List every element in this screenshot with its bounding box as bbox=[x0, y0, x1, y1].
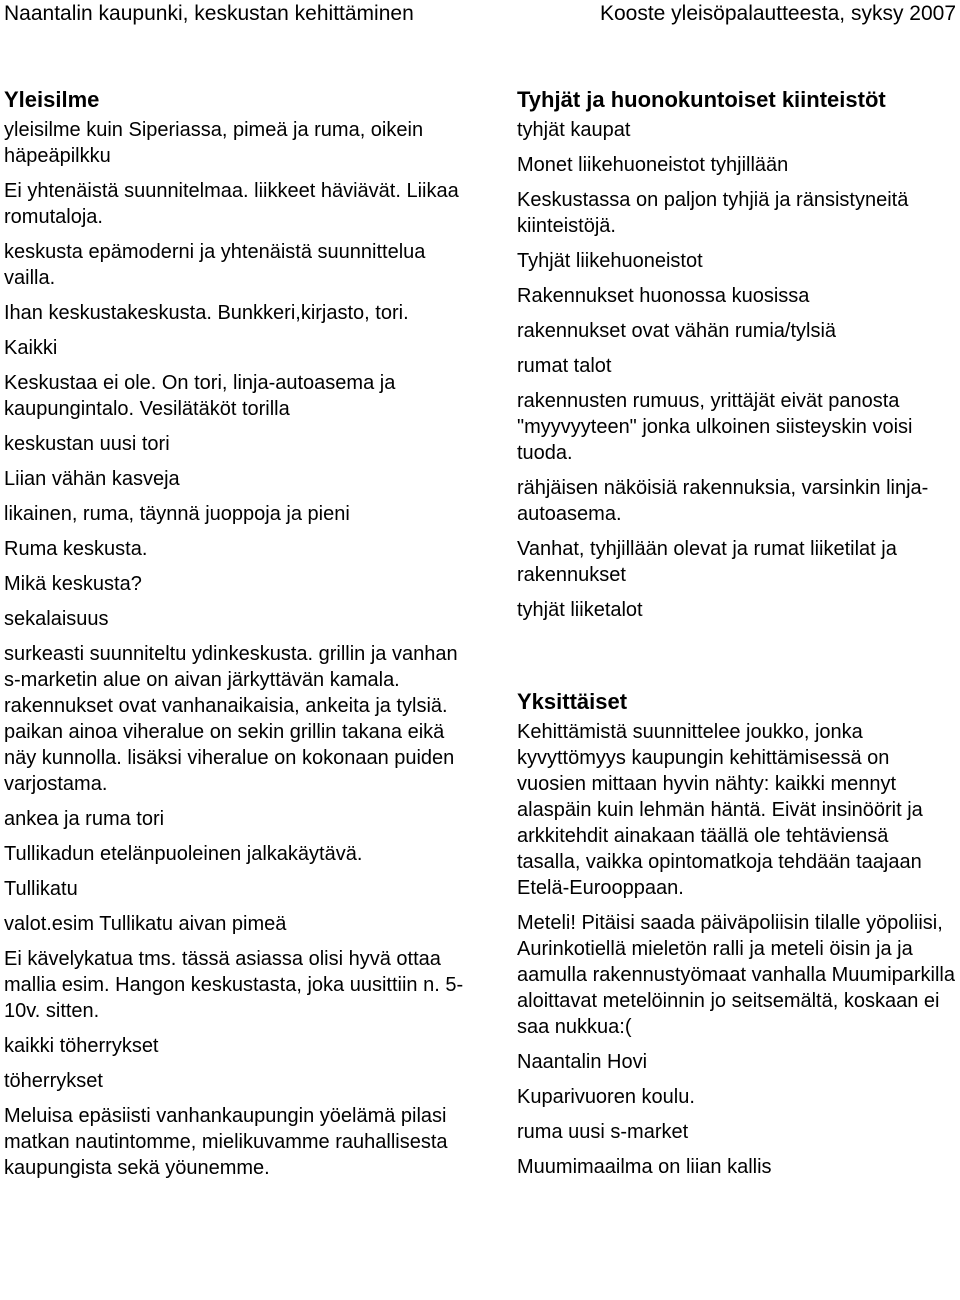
feedback-entry: tyhjät kaupat bbox=[517, 119, 631, 141]
page-header bbox=[0, 0, 960, 40]
feedback-entry: Ruma keskusta. bbox=[4, 538, 148, 560]
feedback-entry: Keskustassa on paljon tyhjiä ja ränsistyneitä kiinteistöjä. bbox=[517, 189, 909, 237]
feedback-entry: Ihan keskustakeskusta. Bunkkeri,kirjasto, tori. bbox=[4, 302, 409, 324]
left-column bbox=[4, 86, 474, 1190]
feedback-entry: Muumimaailma on liian kallis bbox=[517, 1156, 772, 1178]
feedback-entry: rähjäisen näköisiä rakennuksia, varsinkin linja-autoasema. bbox=[517, 477, 929, 525]
feedback-entry: tyhjät liiketalot bbox=[517, 599, 643, 621]
feedback-entry: Liian vähän kasveja bbox=[4, 468, 180, 490]
feedback-entry: rumat talot bbox=[517, 355, 612, 377]
header-title: Naantalin kaupunki, keskustan kehittäminen bbox=[4, 2, 414, 25]
feedback-entry: likainen, ruma, täynnä juoppoja ja pieni bbox=[4, 503, 350, 525]
section-spacer bbox=[517, 632, 957, 688]
feedback-entry: Monet liikehuoneistot tyhjillään bbox=[517, 154, 789, 176]
feedback-entry: keskustan uusi tori bbox=[4, 433, 170, 455]
feedback-entry: Kehittämistä suunnittelee joukko, jonka kyvyttömyys kaupungin kehittämisessä on vuosien mittaan hyvin nähty: kaikki mennyt alaspäin kuin lehmän häntä. Eivät insinöörit ja arkkitehdit ainakaan täällä ole tehtäviensä tasalla, vaikka opintomatkoja tehdään taajaan Etelä-Eurooppaan. bbox=[517, 721, 923, 899]
feedback-entry: Kuparivuoren koulu. bbox=[517, 1086, 695, 1108]
feedback-entry: ankea ja ruma tori bbox=[4, 808, 165, 830]
feedback-entry: Kaikki bbox=[4, 337, 58, 359]
feedback-entry: yleisilme kuin Siperiassa, pimeä ja ruma, oikein häpeäpilkku bbox=[4, 119, 424, 167]
feedback-entry: sekalaisuus bbox=[4, 608, 109, 630]
feedback-entry: kaikki töherrykset bbox=[4, 1035, 159, 1057]
header-subtitle: Kooste yleisöpalautteesta, syksy 2007 bbox=[599, 2, 956, 25]
right-column bbox=[517, 86, 957, 1189]
feedback-entry: Rakennukset huonossa kuosissa bbox=[517, 285, 810, 307]
feedback-entry: töherrykset bbox=[4, 1070, 103, 1092]
feedback-entry: Tyhjät liikehuoneistot bbox=[517, 250, 703, 272]
feedback-entry: surkeasti suunniteltu ydinkeskusta. grillin ja vanhan s-marketin alue on aivan järkyttävän kamala. rakennukset ovat vanhanaikaisia, ankeita ja tylsiä. paikan ainoa viheralue on sekin grillin takana eikä näy kunnolla. lisäksi viheralue on kokonaan puiden varjostama. bbox=[4, 643, 458, 795]
feedback-entry: Naantalin Hovi bbox=[517, 1051, 648, 1073]
feedback-entry: Vanhat, tyhjillään olevat ja rumat liiketilat ja rakennukset bbox=[517, 538, 897, 586]
section-heading-yleisilme: Yleisilme bbox=[4, 87, 100, 112]
feedback-entry: rakennusten rumuus, yrittäjät eivät panosta "myyvyyteen" jonka ulkoinen siisteyskin voisi tuoda. bbox=[517, 390, 913, 464]
feedback-entry: Meluisa epäsiisti vanhankaupungin yöelämä pilasi matkan nautintomme, mielikuvamme rauhallisesta kaupungista sekä yöunemme. bbox=[4, 1105, 448, 1179]
feedback-entry: valot.esim Tullikatu aivan pimeä bbox=[4, 913, 287, 935]
feedback-entry: rakennukset ovat vähän rumia/tylsiä bbox=[517, 320, 837, 342]
feedback-entry: Tullikadun etelänpuoleinen jalkakäytävä. bbox=[4, 843, 363, 865]
feedback-entry: Ei yhtenäistä suunnitelmaa. liikkeet häviävät. Liikaa romutaloja. bbox=[4, 180, 459, 228]
feedback-entry: Meteli! Pitäisi saada päiväpoliisin tilalle yöpoliisi, Aurinkotiellä mieletön ralli ja meteli öisin ja ja aamulla rakennustyömaat vanhalla Muumiparkilla aloittavat metelöinnin jo seitsemältä, koskaan ei saa nukkua:( bbox=[517, 912, 955, 1038]
feedback-entry: Tullikatu bbox=[4, 878, 78, 900]
section-heading-tyhjat-kiinteistot: Tyhjät ja huonokuntoiset kiinteistöt bbox=[517, 87, 886, 112]
feedback-entry: Mikä keskusta? bbox=[4, 573, 142, 595]
feedback-entry: keskusta epämoderni ja yhtenäistä suunnittelua vailla. bbox=[4, 241, 426, 289]
feedback-entry: ruma uusi s-market bbox=[517, 1121, 689, 1143]
feedback-entry: Ei kävelykatua tms. tässä asiassa olisi hyvä ottaa mallia esim. Hangon keskustasta, joka uusittiin n. 5-10v. sitten. bbox=[4, 948, 464, 1022]
section-heading-yksittaiset: Yksittäiset bbox=[517, 689, 628, 714]
feedback-entry: Keskustaa ei ole. On tori, linja-autoasema ja kaupungintalo. Vesilätäköt torilla bbox=[4, 372, 396, 420]
